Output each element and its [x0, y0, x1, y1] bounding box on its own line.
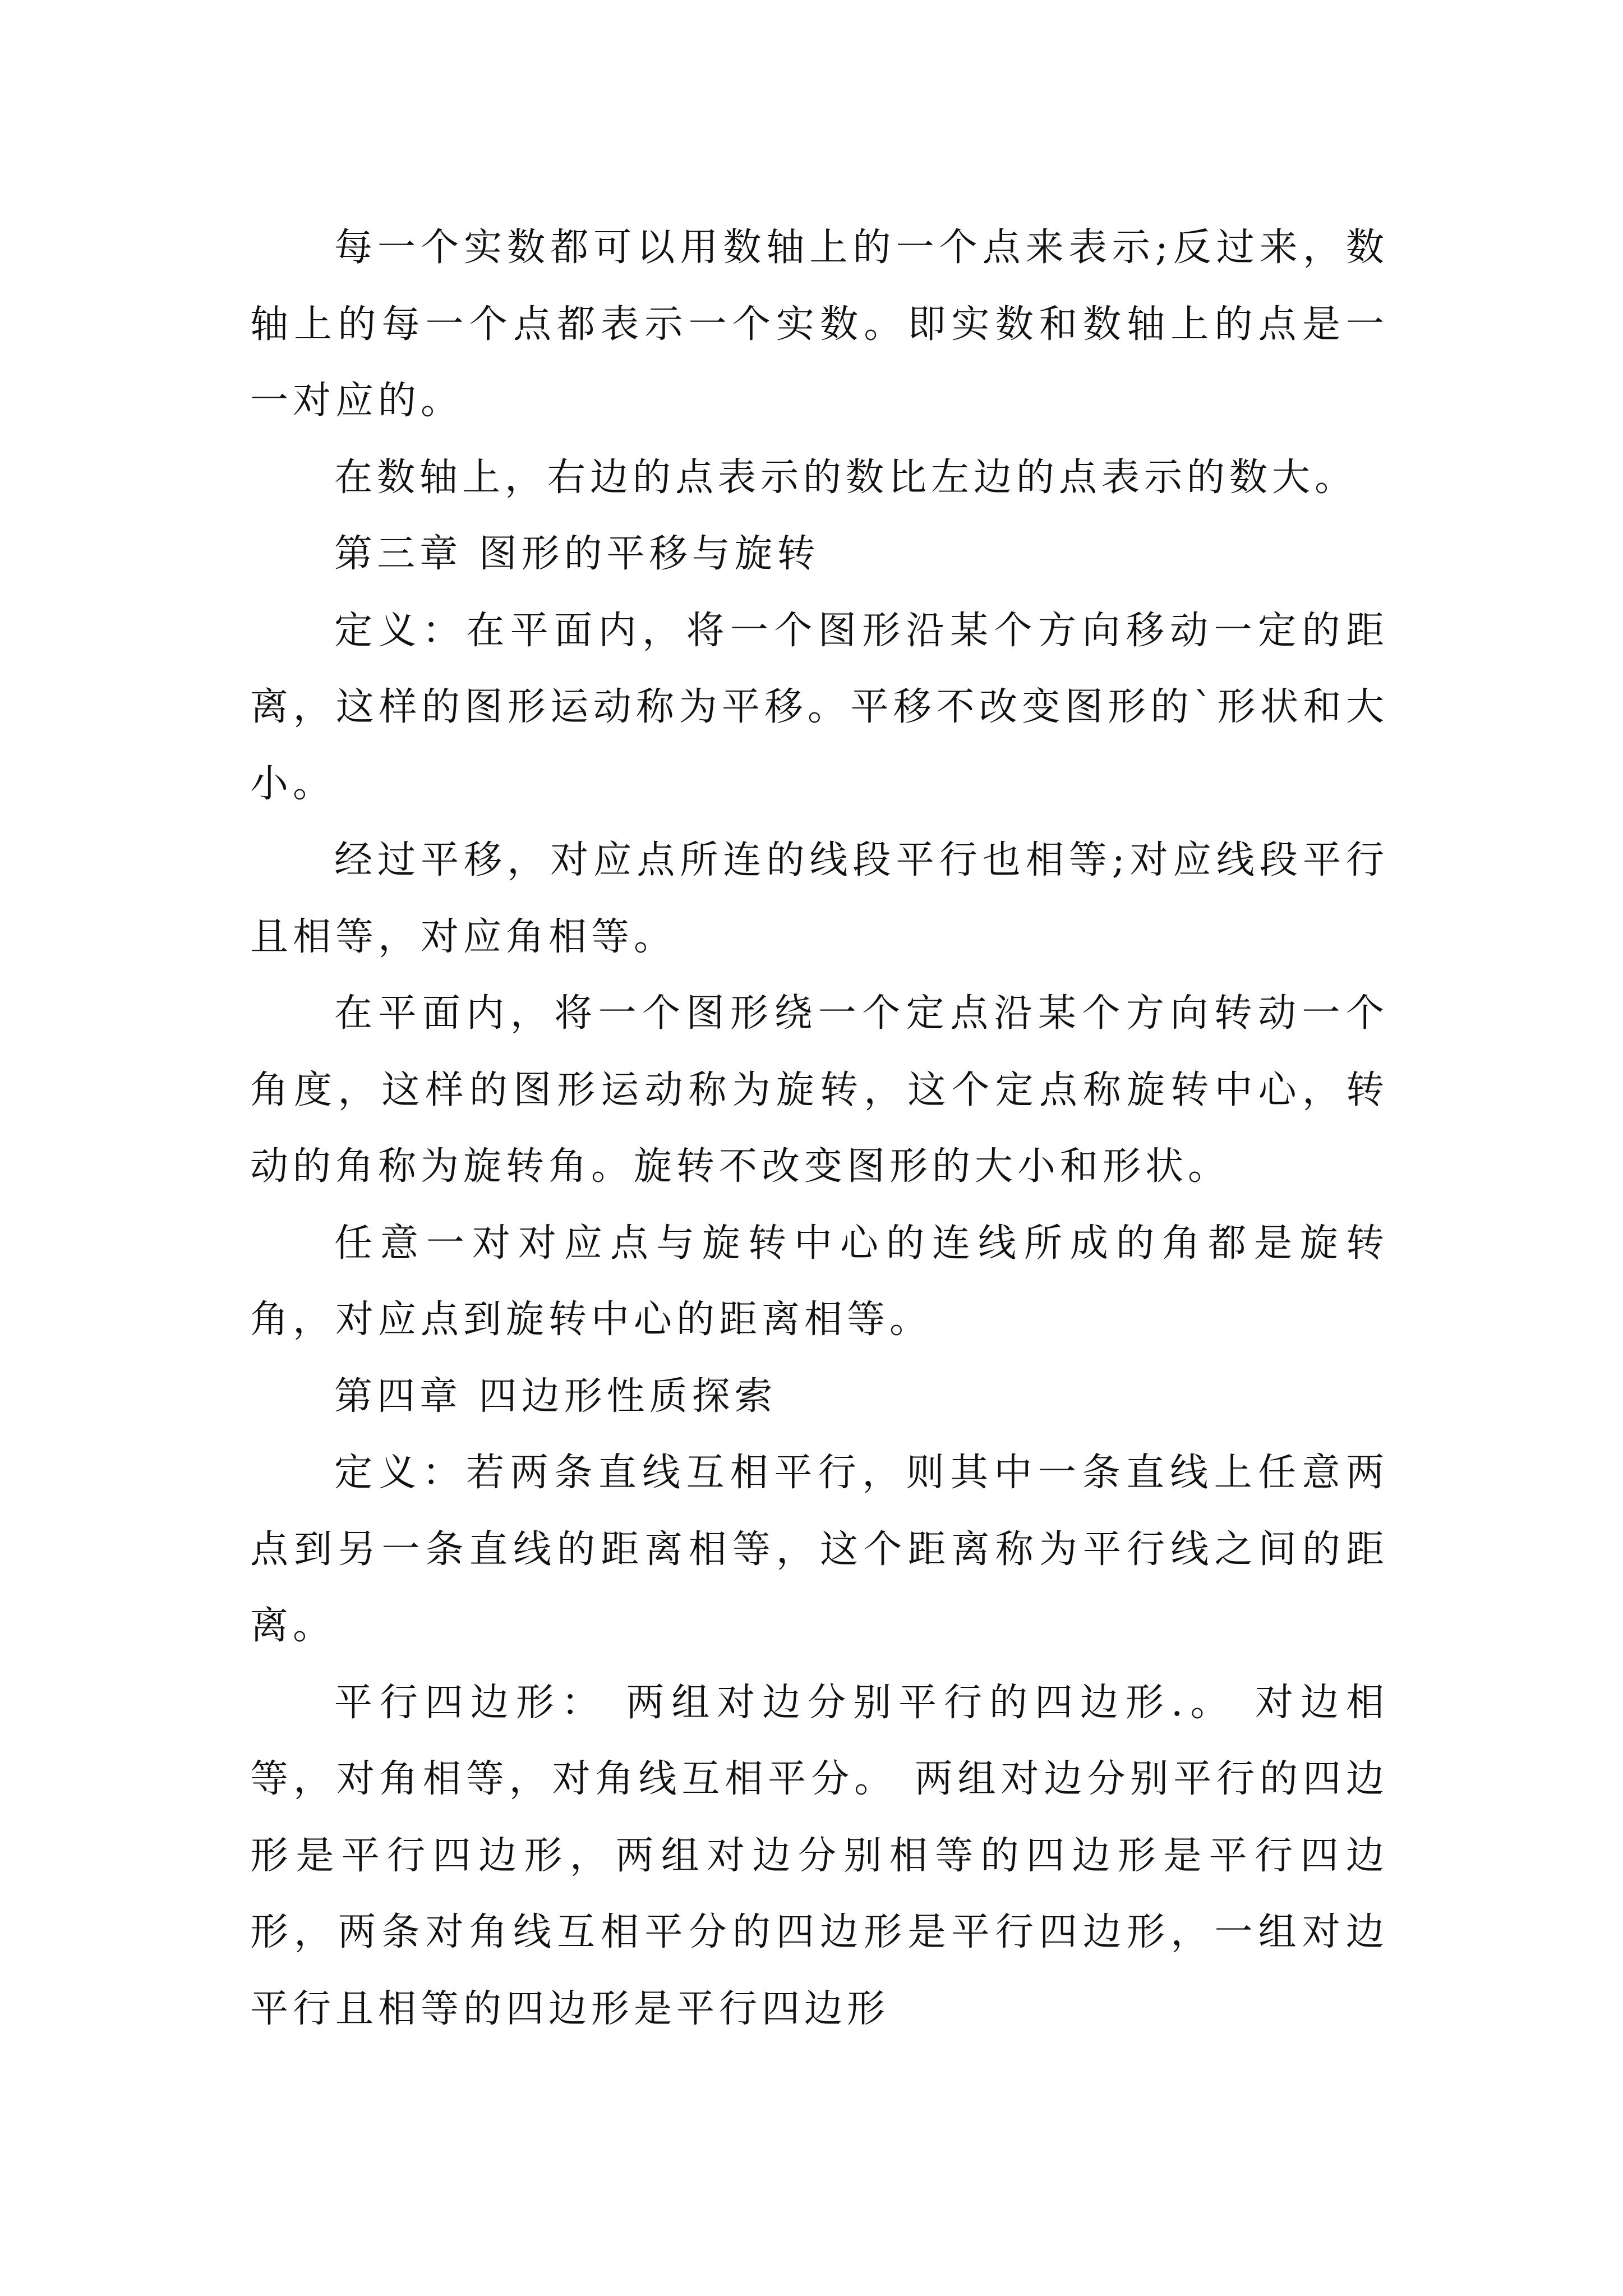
paragraph-rotation-definition: 在平面内，将一个图形绕一个定点沿某个方向转动一个角度，这样的图形运动称为旋转，这个定点称旋转中心，转动的角称为旋转角。旋转不改变图形的大小和形状。 — [250, 991, 1389, 1189]
paragraph-parallel-distance-definition: 定义：若两条直线互相平行，则其中一条直线上任意两点到另一条直线的距离相等，这个距离称为平行线之间的距离。 — [250, 1451, 1389, 1648]
paragraph-real-number-line: 每一个实数都可以用数轴上的一个点来表示;反过来，数轴上的每一个点都表示一个实数。即实数和数轴上的点是一一对应的。 — [250, 226, 1389, 423]
chapter-heading-3: 第三章 图形的平移与旋转 — [334, 532, 820, 576]
paragraph-rotation-properties: 任意一对对应点与旋转中心的连线所成的角都是旋转角，对应点到旋转中心的距离相等。 — [250, 1221, 1389, 1342]
paragraph-translation-properties: 经过平移，对应点所连的线段平行也相等;对应线段平行且相等，对应角相等。 — [250, 838, 1389, 959]
document-body — [250, 210, 1389, 2047]
chapter-heading-4: 第四章 四边形性质探索 — [334, 1374, 777, 1419]
paragraph-number-line-order: 在数轴上，右边的点表示的数比左边的点表示的数大。 — [334, 455, 1358, 500]
paragraph-parallelogram: 平行四边形： 两组对边分别平行的四边形.。 对边相等，对角相等，对角线互相平分。 两组对边分别平行的四边形是平行四边形，两组对边分别相等的四边形是平行四边形，两条对角线互相平分的四边形是平行四边形，一组对边平行且相等的四边形是平行四边形 — [250, 1680, 1389, 2031]
paragraph-translation-definition: 定义：在平面内，将一个图形沿某个方向移动一定的距离，这样的图形运动称为平移。平移不改变图形的`形状和大小。 — [250, 608, 1389, 806]
